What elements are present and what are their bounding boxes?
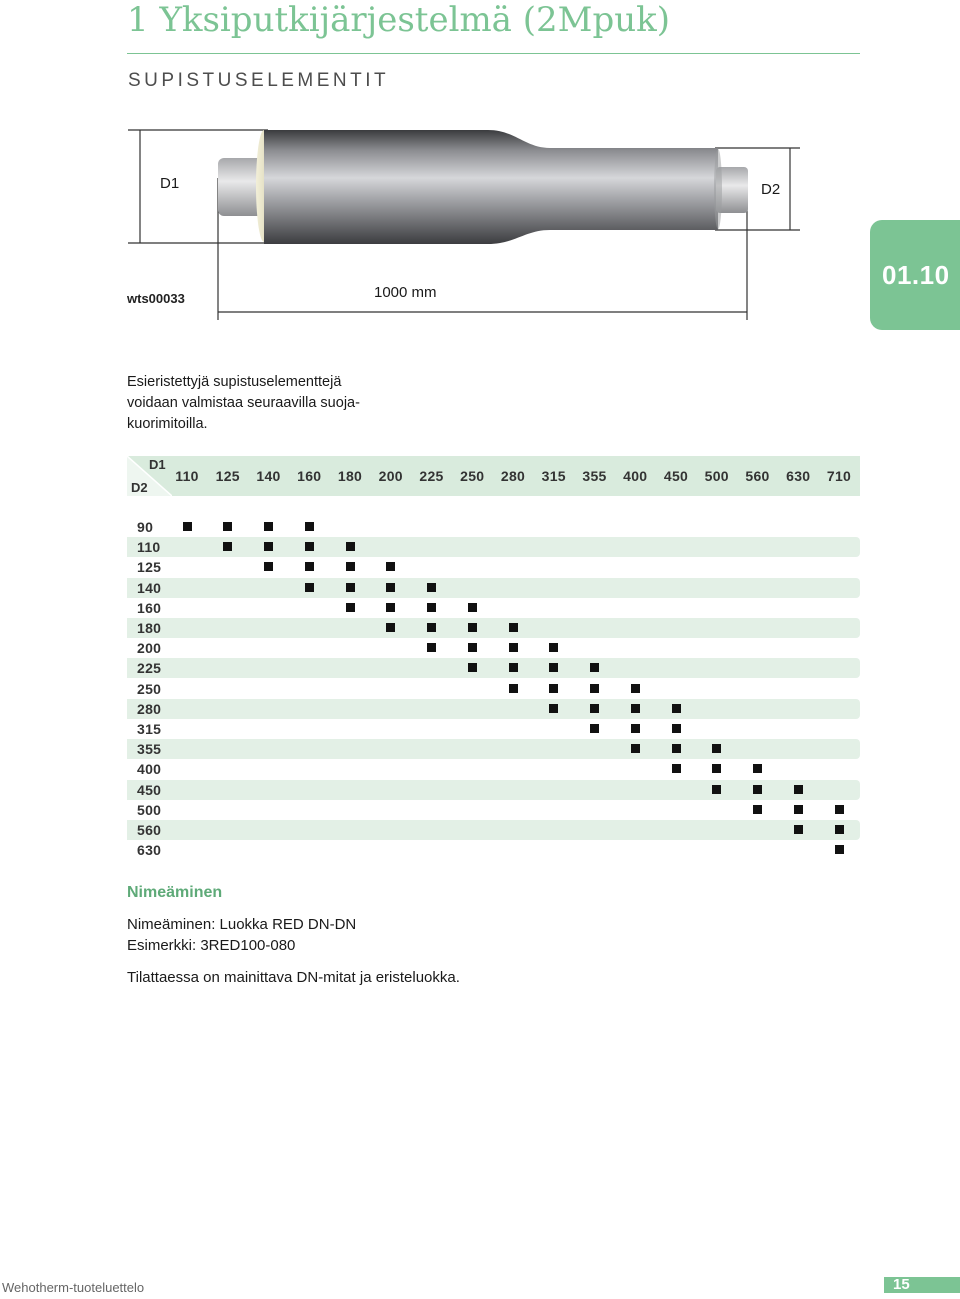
column-header-125: 125 — [215, 468, 240, 484]
page-title: 1 Yksiputkijärjestelmä (2Mpuk) — [127, 0, 671, 40]
column-header-500: 500 — [704, 468, 729, 484]
availability-mark — [712, 785, 721, 794]
table-row — [127, 800, 860, 820]
availability-mark — [427, 603, 436, 612]
column-header-110: 110 — [175, 468, 199, 484]
casing-end-rim — [714, 149, 722, 229]
table-row — [127, 537, 860, 557]
row-label-d2: 140 — [137, 579, 162, 596]
availability-mark — [386, 603, 395, 612]
table-row — [127, 719, 860, 739]
table-row — [127, 658, 860, 678]
column-header-225: 225 — [419, 468, 444, 484]
section-number-tab — [870, 220, 960, 330]
availability-mark — [590, 684, 599, 693]
availability-mark — [346, 603, 355, 612]
row-label-d2: 280 — [137, 700, 162, 717]
availability-mark — [386, 562, 395, 571]
naming-example: Esimerkki: 3RED100-080 — [127, 937, 296, 954]
availability-mark — [386, 623, 395, 632]
table-row — [127, 840, 860, 860]
availability-mark — [590, 663, 599, 672]
availability-mark — [712, 744, 721, 753]
column-header-140: 140 — [256, 468, 281, 484]
page-number: 15 — [893, 1276, 910, 1293]
row-label-d2: 500 — [137, 801, 162, 818]
ordering-note: Tilattaessa on mainittava DN-mitat ja eristeluokka. — [127, 969, 460, 986]
row-label-d2: 560 — [137, 822, 162, 838]
availability-mark — [509, 684, 518, 693]
availability-mark — [549, 704, 558, 713]
table-row — [127, 638, 860, 658]
availability-mark — [305, 542, 314, 551]
availability-mark — [794, 805, 803, 814]
reducer-drawing — [120, 120, 810, 320]
availability-mark — [386, 583, 395, 592]
length-label: 1000 mm — [374, 284, 437, 301]
availability-mark — [712, 764, 721, 773]
availability-mark — [305, 522, 314, 531]
table-row — [127, 820, 860, 840]
row-label-d2: 200 — [137, 640, 162, 657]
availability-mark — [590, 724, 599, 733]
table-row — [127, 578, 860, 598]
availability-mark — [223, 522, 232, 531]
table-row — [127, 739, 860, 759]
availability-mark — [346, 542, 355, 551]
availability-mark — [672, 704, 681, 713]
table-row — [127, 759, 860, 779]
section-subtitle: SUPISTUSELEMENTIT — [128, 70, 390, 91]
row-label-d2: 450 — [137, 781, 162, 798]
row-label-d2: 110 — [137, 539, 161, 556]
availability-mark — [672, 744, 681, 753]
row-label-d2: 125 — [137, 559, 162, 576]
row-label-d2: 225 — [137, 660, 162, 677]
availability-mark — [183, 522, 192, 531]
column-header-355: 355 — [582, 468, 607, 484]
product-code: wts00033 — [127, 291, 185, 306]
row-label-d2: 90 — [137, 519, 154, 535]
availability-mark — [264, 522, 273, 531]
availability-mark — [549, 663, 558, 672]
availability-mark — [631, 704, 640, 713]
availability-mark — [264, 542, 273, 551]
row-label-d2: 315 — [137, 721, 162, 737]
column-header-180: 180 — [337, 468, 363, 484]
availability-mark — [631, 684, 640, 693]
footer-publisher: Wehotherm-tuoteluettelo — [2, 1280, 145, 1295]
table-header — [127, 456, 860, 496]
column-header-280: 280 — [500, 468, 526, 484]
intro-line: voidaan valmistaa seuraavilla suoja- — [127, 395, 360, 411]
availability-mark — [549, 684, 558, 693]
table-row — [127, 598, 860, 618]
availability-mark — [468, 643, 477, 652]
d2-axis-label: D2 — [131, 480, 148, 495]
column-header-710: 710 — [826, 468, 852, 484]
availability-mark — [549, 643, 558, 652]
table-row — [127, 557, 860, 577]
availability-mark — [672, 724, 681, 733]
row-label-d2: 250 — [137, 680, 162, 697]
availability-mark — [509, 643, 518, 652]
row-label-d2: 400 — [137, 761, 162, 778]
availability-mark — [631, 724, 640, 733]
table-row — [127, 618, 860, 638]
table-row — [127, 780, 860, 800]
table-row — [127, 517, 860, 537]
column-header-630: 630 — [786, 468, 811, 484]
availability-mark — [672, 764, 681, 773]
availability-mark — [794, 825, 803, 834]
availability-mark — [305, 583, 314, 592]
title-divider — [127, 53, 860, 54]
section-number: 01.10 — [882, 260, 950, 290]
d1-axis-label: D1 — [149, 457, 166, 472]
availability-mark — [753, 805, 762, 814]
naming-heading: Nimeäminen — [127, 884, 223, 901]
availability-mark — [835, 845, 844, 854]
availability-mark — [427, 583, 436, 592]
availability-mark — [305, 562, 314, 571]
column-header-250: 250 — [460, 468, 485, 484]
row-label-d2: 630 — [137, 842, 162, 859]
availability-mark — [468, 663, 477, 672]
availability-mark — [346, 583, 355, 592]
column-header-315: 315 — [541, 468, 566, 484]
availability-mark — [346, 562, 355, 571]
row-label-d2: 160 — [137, 599, 162, 616]
availability-mark — [468, 623, 477, 632]
availability-mark — [590, 704, 599, 713]
d1-label: D1 — [160, 175, 180, 192]
row-label-d2: 180 — [137, 620, 162, 636]
column-header-160: 160 — [297, 468, 322, 484]
row-label-d2: 355 — [137, 741, 162, 758]
availability-mark — [835, 825, 844, 834]
page-number-box — [884, 1277, 960, 1293]
intro-line: Esieristettyjä supistuselementtejä — [127, 374, 342, 390]
availability-mark — [509, 623, 518, 632]
availability-mark — [427, 643, 436, 652]
table-row — [127, 679, 860, 699]
availability-mark — [753, 785, 762, 794]
column-header-450: 450 — [663, 468, 689, 484]
availability-mark — [509, 663, 518, 672]
column-header-560: 560 — [745, 468, 770, 484]
d2-label: D2 — [761, 181, 781, 198]
availability-mark — [835, 805, 844, 814]
naming-format: Nimeäminen: Luokka RED DN-DN — [127, 916, 357, 933]
column-header-200: 200 — [378, 468, 403, 484]
availability-mark — [753, 764, 762, 773]
availability-mark — [427, 623, 436, 632]
column-header-400: 400 — [623, 468, 648, 484]
availability-mark — [794, 785, 803, 794]
availability-mark — [631, 744, 640, 753]
availability-mark — [264, 562, 273, 571]
availability-mark — [468, 603, 477, 612]
intro-line: kuorimitoilla. — [127, 416, 208, 432]
intro-paragraph — [127, 372, 360, 435]
casing-body — [264, 130, 718, 244]
availability-mark — [223, 542, 232, 551]
table-row — [127, 699, 860, 719]
